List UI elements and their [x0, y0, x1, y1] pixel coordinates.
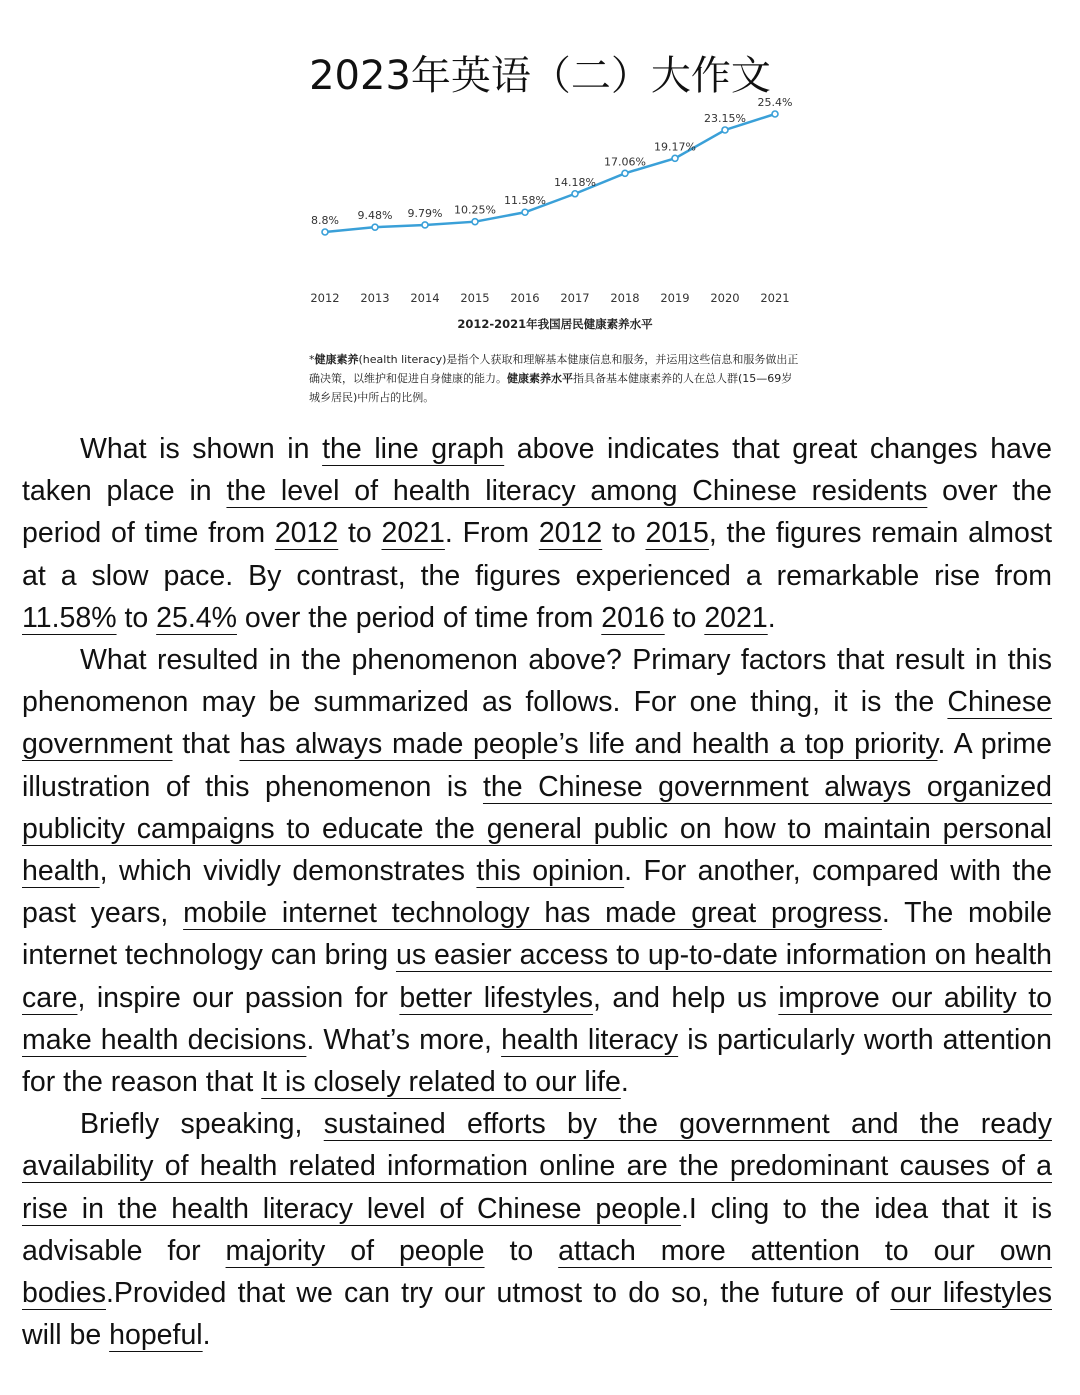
series-line	[325, 111, 775, 232]
x-tick-label: 2016	[510, 291, 540, 305]
data-point	[322, 229, 328, 235]
x-tick-label: 2021	[760, 291, 790, 305]
underlined-phrase: improve our ability to make health decisions	[22, 981, 1052, 1056]
line-chart	[300, 92, 810, 342]
data-label: 17.06%	[604, 155, 646, 169]
data-point	[522, 209, 528, 215]
underlined-phrase: sustained efforts by the government and the ready availability of health related information online are the predominant causes of a rise in the health literacy level of Chinese people	[22, 1108, 1052, 1225]
essay-paragraph-2	[22, 639, 1052, 1103]
essay-text: . A prime illustration of this phenomenon is	[22, 728, 1052, 803]
x-tick-label: 2019	[660, 291, 690, 305]
essay-text: to	[116, 601, 157, 634]
underlined-phrase: majority of people	[225, 1234, 485, 1267]
data-label: 23.15%	[704, 111, 746, 125]
underlined-phrase: the line graph	[322, 433, 505, 465]
essay-text: , inspire our passion for	[77, 981, 400, 1014]
underlined-phrase: health literacy	[501, 1023, 679, 1056]
underlined-phrase: the level of health literacy among Chinese residents	[226, 475, 928, 508]
underlined-phrase: 2021	[704, 601, 768, 634]
essay-paragraph-3	[22, 1103, 1052, 1356]
underlined-phrase: 11.58%	[22, 601, 117, 634]
data-point	[572, 191, 578, 197]
essay-text: , the figures remain almost at a slow pace. By contrast, the figures experienced a remarkable rise from	[22, 517, 1053, 592]
note-term-literacy-level: 健康素养水平	[507, 372, 573, 385]
essay-text: .I cling to the idea that it is advisable for	[22, 1192, 1052, 1267]
note-asterisk: *	[309, 353, 315, 366]
essay-text: What is shown in	[80, 433, 323, 465]
underlined-phrase: It is closely related to our life	[261, 1066, 621, 1099]
x-tick-label: 2017	[560, 291, 590, 305]
x-tick-label: 2013	[360, 291, 390, 305]
essay-text: What resulted in the phenomenon above? Primary factors that result in this phenomenon may be summarized as follows. For one thing, it is the	[22, 644, 1052, 719]
data-label: 14.18%	[554, 175, 596, 189]
chart-title: 2012-2021年我国居民健康素养水平	[457, 317, 653, 331]
x-tick-label: 2012	[310, 291, 340, 305]
underlined-phrase: 25.4%	[156, 601, 237, 634]
underlined-phrase: hopeful	[109, 1319, 203, 1352]
essay-text: .	[620, 1066, 629, 1099]
page-title: 2023年英语（二）大作文	[309, 53, 771, 99]
essay-text: that	[172, 728, 240, 761]
underlined-phrase: mobile internet technology has made great progress	[183, 897, 882, 930]
data-label: 19.17%	[654, 140, 696, 154]
data-label: 9.79%	[407, 206, 443, 220]
essay-text: to	[602, 517, 646, 550]
note-level-definition: 指具备基本健康素养的人在总人群(15—69岁城乡居民)中所占的比例。	[309, 372, 793, 404]
essay-paragraph-1	[22, 428, 1052, 639]
data-label: 10.25%	[454, 203, 496, 217]
essay-text: over the period of time from	[22, 475, 1052, 550]
essay-text: to	[664, 601, 705, 634]
essay-text: .Provided that we can try our utmost to do so, the future of	[105, 1277, 891, 1310]
essay-body	[22, 428, 1052, 1356]
underlined-phrase: us easier access to up-to-date information on health care	[22, 939, 1052, 1014]
x-tick-label: 2018	[610, 291, 640, 305]
underlined-phrase: 2016	[601, 601, 665, 634]
data-point	[372, 224, 378, 230]
essay-text: is particularly worth attention for the reason that	[22, 1023, 1053, 1099]
data-point	[422, 222, 428, 228]
note-term-health-literacy: 健康素养	[314, 353, 359, 366]
essay-text: . For another, compared with the past years,	[22, 855, 1052, 930]
essay-text: . The mobile internet technology can bring	[22, 897, 1052, 972]
essay-text: .	[767, 601, 776, 634]
data-point	[622, 170, 628, 176]
underlined-phrase: this opinion	[476, 855, 625, 888]
essay-text: Briefly speaking,	[80, 1108, 324, 1141]
underlined-phrase: 2015	[645, 517, 709, 550]
underlined-phrase: has always made people’s life and health a top priority	[239, 728, 938, 761]
note-definition: (health literacy)是指个人获取和理解基本健康信息和服务，并运用这些信息和服务做出正确决策，以维护和促进自身健康的能力。	[309, 353, 799, 385]
essay-text: will be	[22, 1319, 110, 1352]
data-label: 25.4%	[757, 96, 793, 109]
x-tick-label: 2014	[410, 291, 440, 305]
essay-text: to	[338, 517, 382, 550]
data-point	[722, 127, 728, 133]
data-label: 11.58%	[504, 194, 546, 208]
essay-text: .	[202, 1319, 211, 1352]
data-label: 9.48%	[357, 209, 393, 223]
essay-text: . From	[444, 517, 539, 550]
essay-text: , and help us	[593, 981, 779, 1014]
data-point	[672, 155, 678, 161]
essay-text: above indicates that great changes have taken place in	[22, 433, 1052, 508]
essay-text: , which vividly demonstrates	[99, 855, 477, 888]
underlined-phrase: better lifestyles	[399, 981, 594, 1014]
data-label: 8.8%	[311, 214, 339, 227]
underlined-phrase: Chinese government	[22, 686, 1052, 761]
essay-text: . What’s more,	[306, 1023, 502, 1056]
underlined-phrase: our lifestyles	[890, 1277, 1052, 1310]
underlined-phrase: the Chinese government always organized publicity campaigns to educate the general public on how to maintain personal health	[22, 770, 1052, 888]
underlined-phrase: 2021	[381, 517, 445, 550]
underlined-phrase: attach more attention to our own bodies	[22, 1234, 1052, 1310]
essay-text: over the period of time from	[236, 601, 602, 634]
data-point	[472, 219, 478, 225]
essay-text: to	[484, 1234, 559, 1267]
x-tick-label: 2015	[460, 291, 490, 305]
underlined-phrase: 2012	[538, 517, 603, 550]
underlined-phrase: 2012	[274, 517, 339, 550]
chart-footnote	[309, 350, 799, 407]
x-tick-label: 2020	[710, 291, 740, 305]
data-point	[772, 111, 778, 117]
